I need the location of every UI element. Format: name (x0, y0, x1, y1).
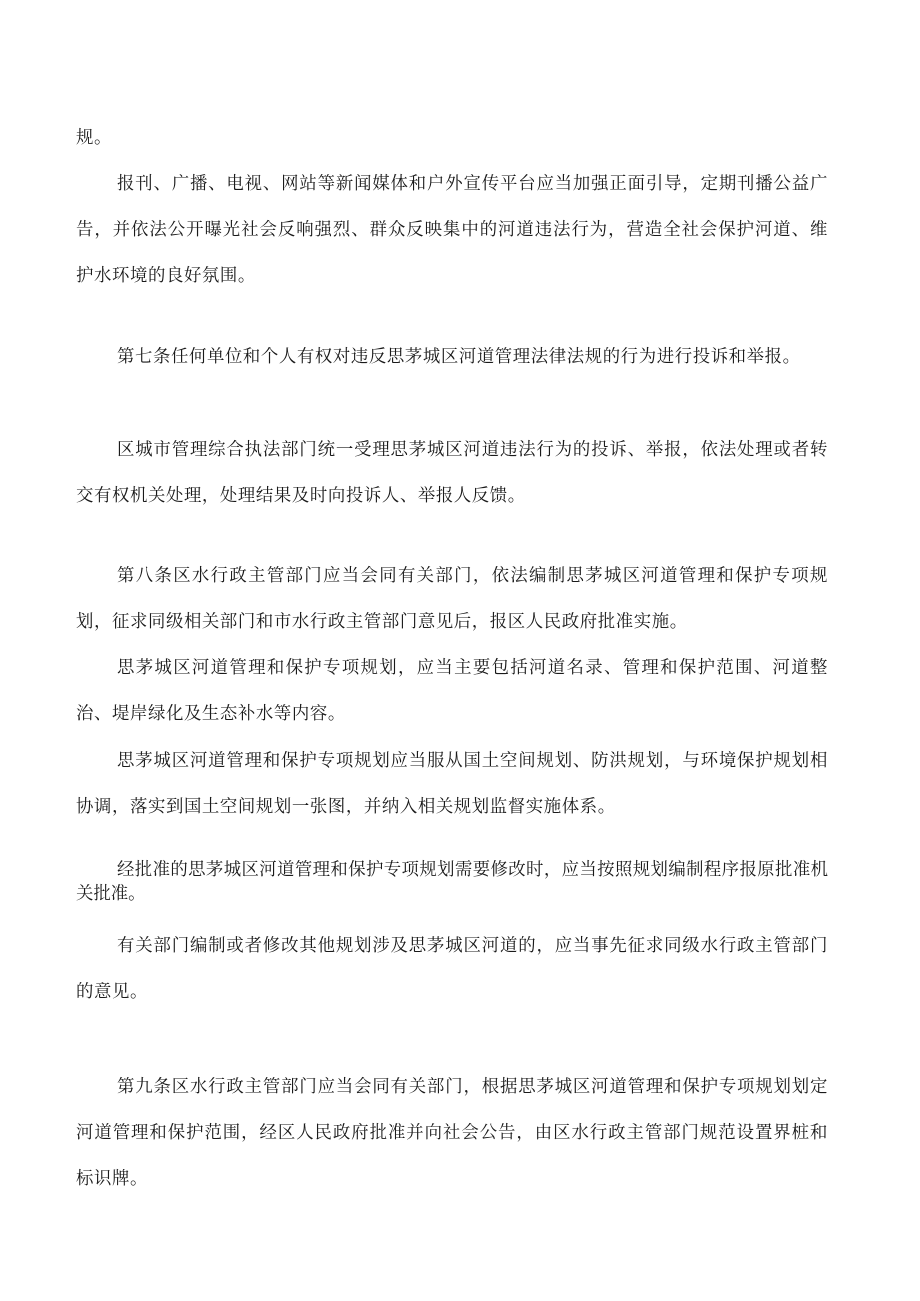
paragraph-article-8: 第八条区水行政主管部门应当会同有关部门，依法编制思茅城区河道管理和保护专项规划，征求同级相关部门和市水行政主管部门意见后，报区人民政府批准实施。 (76, 566, 828, 632)
paragraph-other-plans: 有关部门编制或者修改其他规划涉及思茅城区河道的，应当事先征求同级水行政主管部门的意见。 (76, 936, 828, 1002)
paragraph-continuation: 规。 (76, 128, 112, 148)
paragraph-article-9: 第九条区水行政主管部门应当会同有关部门，根据思茅城区河道管理和保护专项规划划定河道管理和保护范围，经区人民政府批准并向社会公告，由区水行政主管部门规范设置界桩和标识牌。 (76, 1077, 828, 1189)
paragraph-media-guidance: 报刊、广播、电视、网站等新闻媒体和户外宣传平台应当加强正面引导，定期刊播公益广告，并依法公开曝光社会反响强烈、群众反映集中的河道违法行为，营造全社会保护河道、维护水环境的良好氛围。 (76, 174, 828, 286)
paragraph-plan-modification: 经批准的思茅城区河道管理和保护专项规划需要修改时，应当按照规划编制程序报原批准机关批准。 (76, 860, 828, 904)
paragraph-article-7: 第七条任何单位和个人有权对违反思茅城区河道管理法律法规的行为进行投诉和举报。 (117, 347, 801, 367)
paragraph-complaint-handling: 区城市管理综合执法部门统一受理思茅城区河道违法行为的投诉、举报，依法处理或者转交有权机关处理，处理结果及时向投诉人、举报人反馈。 (76, 440, 828, 506)
paragraph-plan-coordination: 思茅城区河道管理和保护专项规划应当服从国土空间规划、防洪规划，与环境保护规划相协调，落实到国土空间规划一张图，并纳入相关规划监督实施体系。 (76, 751, 828, 817)
paragraph-plan-content: 思茅城区河道管理和保护专项规划，应当主要包括河道名录、管理和保护范围、河道整治、堤岸绿化及生态补水等内容。 (76, 658, 828, 724)
